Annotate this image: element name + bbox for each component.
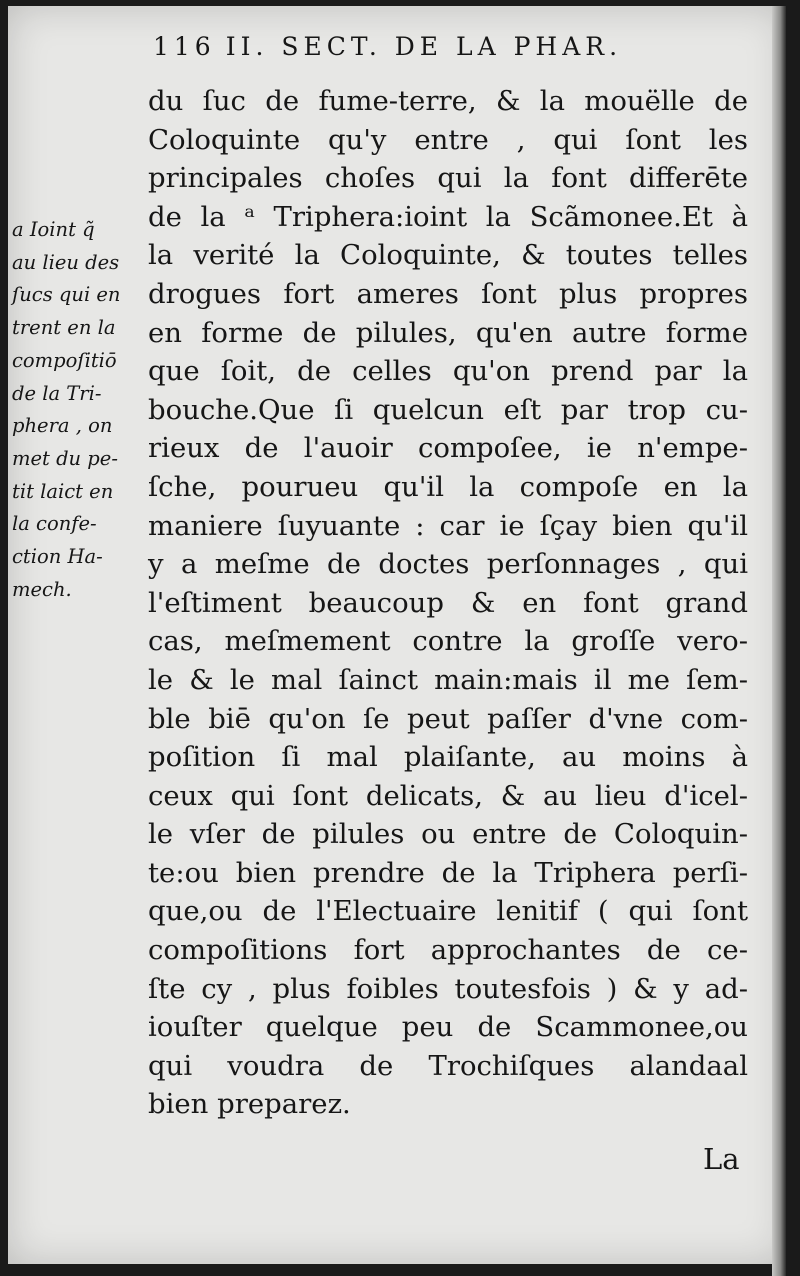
margin-note-line: compoſitiō [12,348,117,372]
text-line: la verité la Coloquinte, & toutes telles [148,239,748,272]
margin-note-line: tit laict en [12,479,114,503]
text-line: le vſer de pilules ou entre de Coloquin- [148,818,748,851]
margin-note-line: de la Tri- [12,381,102,405]
body-text [148,82,748,1124]
text-line: le & le mal ſainct main:mais il me ſem- [148,663,748,696]
text-line: poſition ſi mal plaiſante, au moins à [148,741,748,774]
text-line: ſte cy , plus foibles toutesfois ) & y ad- [148,972,748,1005]
margin-note-line: ſucs qui en [12,283,121,307]
text-line: que ſoit, de celles qu'on prend par la [148,355,748,388]
running-header [153,32,622,61]
marginal-note [12,214,144,606]
margin-note-line: a Ioint q̃ [12,218,95,241]
running-title: II. SECT. DE LA PHAR. [225,32,623,61]
text-line: qui voudra de Trochiſques alandaal [148,1049,748,1082]
text-line: l'eſtiment beaucoup & en font grand [148,586,748,619]
text-line: bouche.Que ſi quelcun eſt par trop cu- [148,393,748,426]
margin-note-line: mech. [12,577,72,601]
text-line: principales choſes qui la font differēte [148,162,748,195]
margin-note-line: au lieu des [12,250,120,274]
text-line: ſche, pourueu qu'il la compoſe en la [148,470,748,503]
margin-note-line: la confe- [12,512,97,536]
page-number: 116 [153,32,216,61]
text-line: du ſuc de fume-terre, & la mouëlle de [148,85,748,117]
text-line: iouſter quelque peu de Scammonee,ou [148,1011,748,1044]
margin-note-line: trent en la [12,316,116,340]
text-line: ble biē qu'on ſe peut paſſer d'vne com- [148,702,748,735]
text-line: que,ou de l'Electuaire lenitif ( qui ſont [148,895,748,928]
text-line: de la ᵃ Triphera:ioint la Scãmonee.Et à [148,200,748,233]
text-line: en forme de pilules, qu'en autre forme [148,316,748,349]
text-line: ceux qui ſont delicats, & au lieu d'icel- [148,779,748,812]
text-line: bien preparez. [148,1088,351,1121]
text-line: maniere ſuyuante : car ie ſçay bien qu'il [148,509,748,542]
text-line: te:ou bien prendre de la Triphera perſi- [148,856,748,889]
text-line: rieux de l'auoir compoſee, ie n'empe- [148,432,748,465]
page-spine-edge [772,6,786,1276]
catchword: La [703,1142,740,1176]
margin-note-line: met du pe- [12,446,118,470]
text-line: cas, meſmement contre la groſſe vero- [148,625,748,658]
text-line: compoſitions fort approchantes de ce- [148,934,748,967]
book-page [8,6,786,1264]
text-line: Coloquinte qu'y entre , qui ſont les [148,123,748,156]
text-line: drogues fort ameres ſont plus propres [148,277,748,310]
margin-note-line: phera , on [12,414,113,438]
text-line: y a meſme de doctes perſonnages , qui [148,548,748,581]
margin-note-line: ction Ha- [12,545,103,569]
